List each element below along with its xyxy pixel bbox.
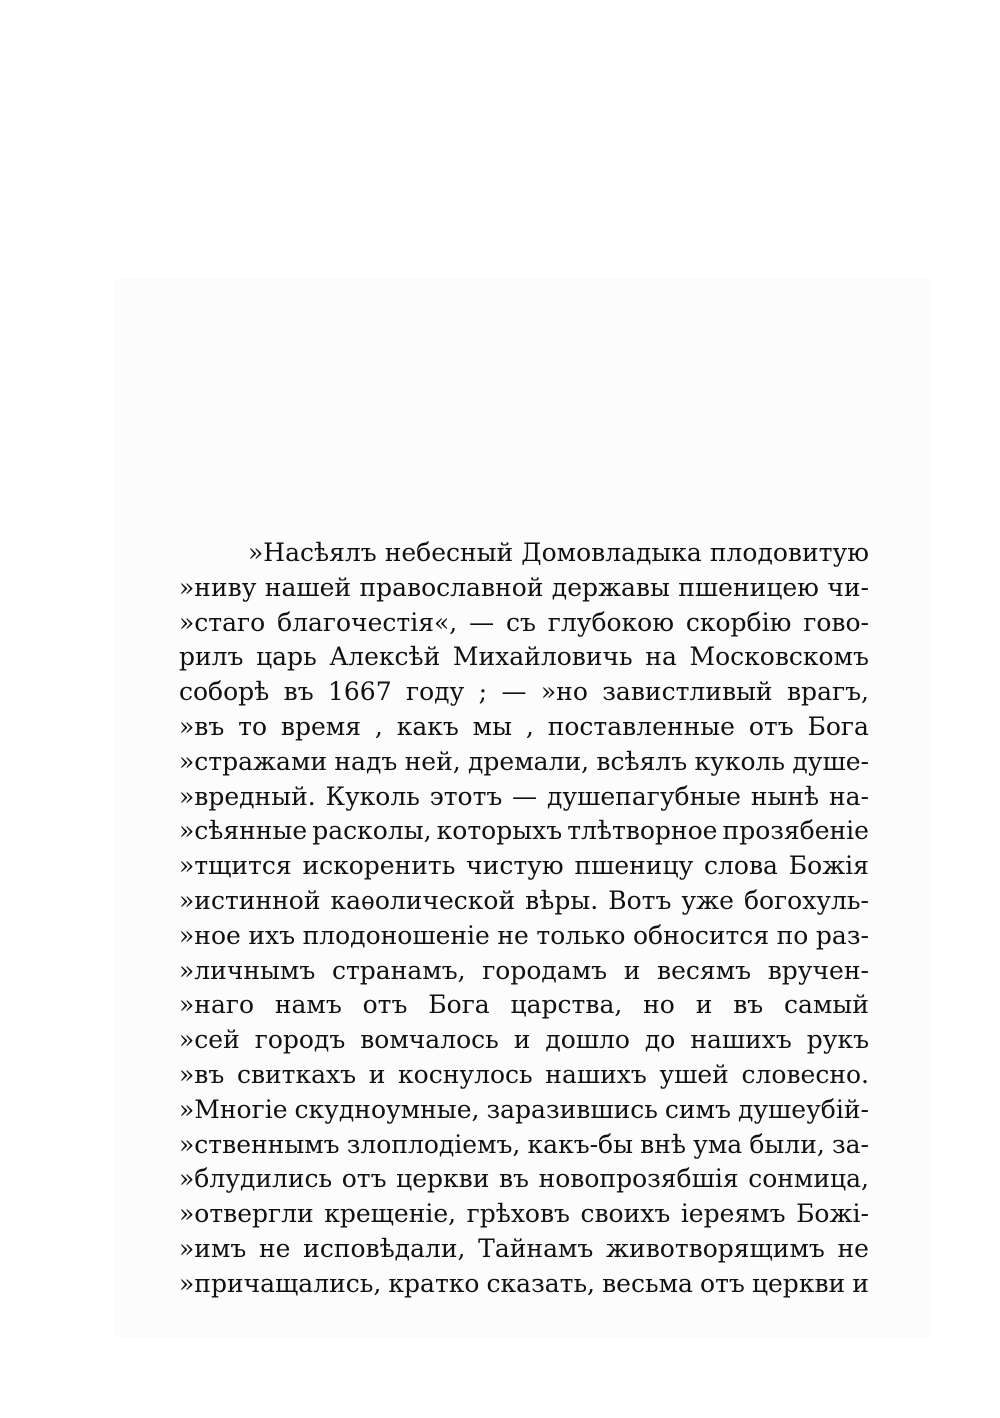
text-line (179, 849, 869, 884)
word: плодовитую (709, 538, 869, 567)
word: и (695, 990, 713, 1020)
word: за- (831, 1129, 869, 1159)
text-line (179, 606, 869, 641)
word: — (512, 781, 538, 811)
word: куколь (694, 746, 785, 776)
word: поставленные (547, 711, 735, 741)
word: и (852, 1268, 869, 1298)
word: надъ (334, 746, 398, 776)
word: Вотъ (608, 885, 672, 915)
word: ; (478, 677, 488, 707)
word: не (259, 1233, 291, 1263)
word: по (776, 920, 809, 950)
word: »ное (179, 920, 241, 950)
word: Бога (428, 990, 490, 1020)
word: »въ (179, 711, 225, 741)
word: на (645, 642, 677, 672)
word: тлѣтворное (567, 816, 718, 846)
word: царь (256, 642, 317, 672)
body-text (179, 536, 869, 1302)
word: »тщится (179, 851, 292, 881)
word: городъ (254, 1025, 346, 1055)
word: намъ (274, 990, 342, 1020)
word: — (501, 677, 527, 707)
word: іереямъ (680, 1199, 786, 1229)
word: всѣялъ (596, 746, 688, 776)
text-line (179, 884, 869, 919)
word: 1667 (328, 677, 392, 707)
word: чи- (827, 572, 869, 602)
word: вѣры. (525, 885, 599, 915)
text-line (179, 536, 869, 571)
word: вомчалось (360, 1025, 499, 1055)
word: этотъ (429, 781, 503, 811)
word: душе- (792, 746, 869, 776)
word: »блудились (179, 1164, 333, 1194)
text-line (179, 919, 869, 954)
word: но (643, 990, 675, 1020)
text-line (179, 780, 869, 815)
text-line (179, 571, 869, 606)
word: Михайловичь (452, 642, 633, 672)
word: ней, (404, 746, 461, 776)
text-line (179, 710, 869, 745)
word: церкви (396, 1164, 490, 1194)
word: врагъ, (786, 677, 869, 707)
word: кратко (388, 1268, 480, 1298)
word: »Насѣялъ (248, 538, 377, 567)
word: на- (828, 781, 869, 811)
word: Домовладыка (521, 538, 702, 567)
word: съ (505, 607, 536, 637)
text-line (179, 954, 869, 989)
word: крещеніе, (324, 1199, 457, 1229)
word: ихъ (248, 920, 296, 950)
word: раз- (815, 920, 869, 950)
text-line (179, 988, 869, 1023)
word: были, (749, 1129, 825, 1159)
word: обносится (633, 920, 770, 950)
word: нашихъ (690, 1025, 792, 1055)
word: отъ (700, 1268, 745, 1298)
text-line (179, 675, 869, 710)
text-line (179, 1162, 869, 1197)
word: время (280, 711, 362, 741)
word: Тайнамъ (478, 1233, 594, 1263)
word: Божі- (796, 1199, 869, 1229)
word: каѳолической (330, 885, 516, 915)
word: богохуль- (743, 885, 869, 915)
word: ума (693, 1129, 743, 1159)
word: новопрозябшія (538, 1164, 739, 1194)
word: Куколь (325, 781, 420, 811)
word: царства, (510, 990, 623, 1020)
word: нашихъ (545, 1059, 647, 1089)
word: Бога (807, 711, 869, 741)
text-line (179, 745, 869, 780)
word: только (536, 920, 626, 950)
text-line (179, 1023, 869, 1058)
word: не (837, 1233, 869, 1263)
word: нашей (264, 572, 352, 602)
word: въ (283, 677, 314, 707)
word: не (497, 920, 529, 950)
text-line (179, 814, 869, 849)
word: , (525, 711, 534, 741)
word: — (469, 607, 495, 637)
word: державы (551, 572, 670, 602)
word: »стаго (179, 607, 266, 637)
text-line (179, 1232, 869, 1267)
word: искоренить (302, 851, 456, 881)
text-line (179, 1058, 869, 1093)
word: городамъ (482, 955, 608, 985)
word: рукъ (806, 1025, 869, 1055)
word: »сей (179, 1025, 240, 1055)
word: »ственнымъ (179, 1129, 340, 1159)
word: соборѣ (179, 677, 270, 707)
word: плодоношеніе (302, 920, 490, 950)
word: небесный (384, 538, 514, 567)
word: внѣ (640, 1129, 686, 1159)
word: »отвергли (179, 1199, 314, 1229)
word: благочестія«, (277, 607, 458, 637)
word: Московскомъ (689, 642, 869, 672)
word: вручен- (767, 955, 869, 985)
word: ушей (659, 1059, 729, 1089)
word: уже (681, 885, 734, 915)
word: пшеницею (678, 572, 819, 602)
word: и (623, 955, 641, 985)
word: весямъ (657, 955, 752, 985)
word: году (406, 677, 465, 707)
word: »личнымъ (179, 955, 316, 985)
word: »въ (179, 1059, 225, 1089)
word: чистую (466, 851, 564, 881)
word: , (374, 711, 383, 741)
word: животворящимъ (606, 1233, 825, 1263)
word: »вредный. (179, 781, 316, 811)
word: Божія (788, 851, 869, 881)
word: расколы, (312, 816, 432, 846)
word: »имъ (179, 1233, 247, 1263)
word: рилъ (179, 642, 244, 672)
word: гово- (803, 607, 869, 637)
word: грѣховъ (466, 1199, 570, 1229)
word: нынѣ (750, 781, 820, 811)
word: глубокою (547, 607, 674, 637)
word: коснулось (398, 1059, 533, 1089)
word: скорбію (685, 607, 792, 637)
word: душеубій- (737, 1094, 869, 1124)
text-line (179, 1128, 869, 1163)
word: душепагубные (547, 781, 741, 811)
text-line (179, 640, 869, 675)
word: отъ (341, 1164, 387, 1194)
word: самый (784, 990, 869, 1020)
word: »наго (179, 990, 255, 1020)
word: то (238, 711, 268, 741)
text-line (179, 1267, 869, 1302)
word: »истинной (179, 885, 321, 915)
word: словесно. (741, 1059, 869, 1089)
word: дремали, (468, 746, 590, 776)
word: »но (540, 677, 588, 707)
word: какъ (396, 711, 459, 741)
word: прозябеніе (722, 816, 869, 846)
word: дошло (545, 1025, 630, 1055)
word: »причащались, (179, 1268, 382, 1298)
word: Алексѣй (329, 642, 441, 672)
word: мы (472, 711, 512, 741)
word: симъ (664, 1094, 731, 1124)
word: исповѣдали, (303, 1233, 466, 1263)
word: своихъ (580, 1199, 671, 1229)
word: отъ (748, 711, 794, 741)
word: злоплодіемъ, (346, 1129, 521, 1159)
word: »ниву (179, 572, 257, 602)
word: какъ-бы (527, 1129, 634, 1159)
word: въ (498, 1164, 529, 1194)
word: которыхъ (436, 816, 563, 846)
word: сказать, (486, 1268, 596, 1298)
text-line (179, 1093, 869, 1128)
word: скудноумные, (294, 1094, 480, 1124)
word: и (513, 1025, 531, 1055)
word: заразившись (486, 1094, 658, 1124)
text-line (179, 1197, 869, 1232)
word: православной (359, 572, 544, 602)
word: въ (733, 990, 764, 1020)
word: весьма (602, 1268, 693, 1298)
word: »стражами (179, 746, 328, 776)
word: свиткахъ (236, 1059, 357, 1089)
word: и (368, 1059, 386, 1089)
word: »сѣянные (179, 816, 308, 846)
word: »Многіе (179, 1094, 288, 1124)
word: церкви (751, 1268, 846, 1298)
word: слова (704, 851, 778, 881)
word: странамъ, (331, 955, 466, 985)
word: сонмица, (748, 1164, 869, 1194)
word: завистливый (602, 677, 773, 707)
word: до (644, 1025, 676, 1055)
word: отъ (362, 990, 408, 1020)
word: пшеницу (574, 851, 694, 881)
